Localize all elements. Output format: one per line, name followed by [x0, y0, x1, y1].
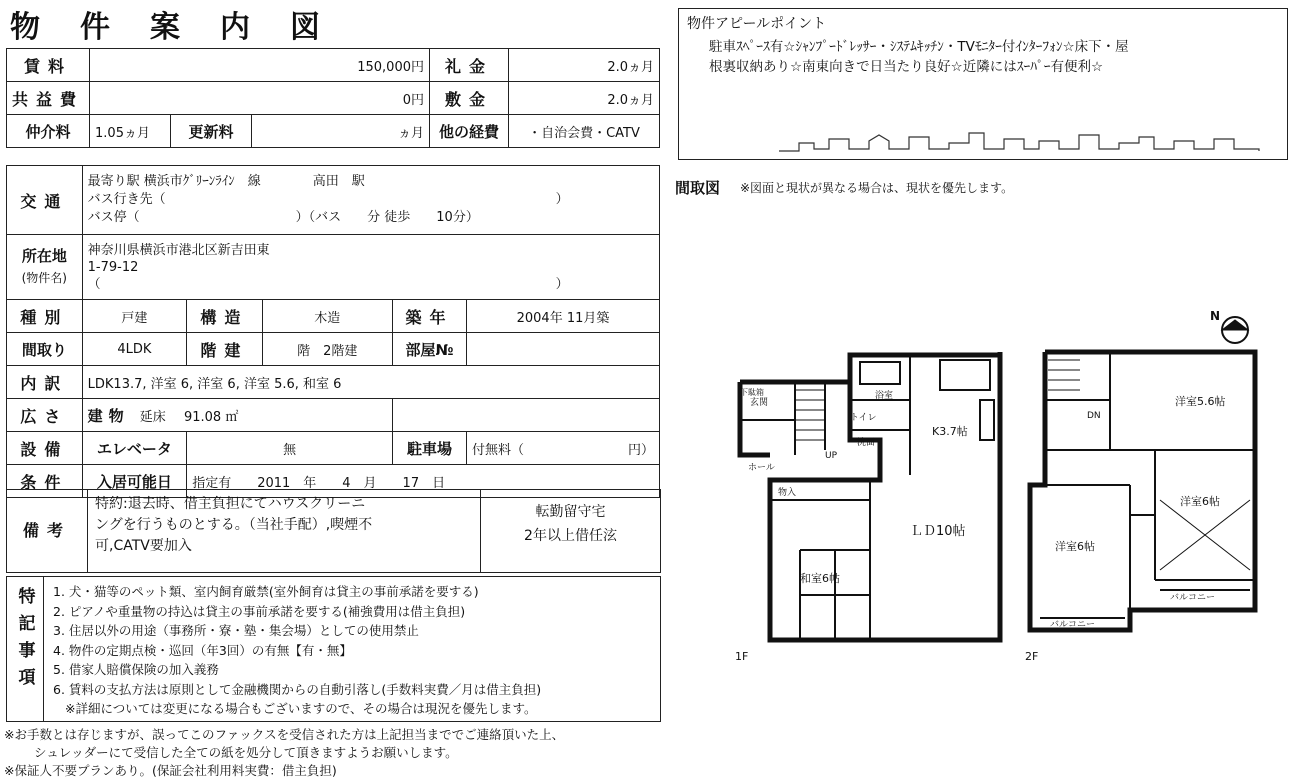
compass-icon [1222, 317, 1248, 343]
parking-value: 付無料（ 円） [466, 432, 659, 465]
notes-text [95, 494, 372, 557]
shikikin-value: 2.0ヵ月 [509, 82, 660, 115]
floorplan-note: ※図面と現状が異なる場合は、現状を優先します。 [740, 181, 1014, 195]
appeal-text [709, 37, 1129, 77]
stair-up-label: UP [825, 451, 838, 461]
room-kitchen: K3.7帖 [932, 425, 968, 438]
floorplan-drawing [700, 300, 1295, 670]
footer-line2: シュレッダーにて受信した全ての紙を処分して頂きますようお願いします。 [34, 745, 458, 760]
floors-label: 階建 [187, 333, 262, 366]
layout-label: 間取り [7, 333, 83, 366]
other-value: ・自治会費・CATV [509, 115, 660, 148]
access-label: 交通 [7, 166, 83, 235]
special-box [6, 576, 661, 722]
conditions-label: 条件 [7, 465, 83, 498]
location-label-cell [7, 235, 83, 300]
room-washitsu: 和室6帖 [800, 572, 840, 585]
location-label: 所在地 [21, 247, 67, 265]
koshin-label: 更新料 [171, 115, 252, 148]
floor2-label: 2F [1025, 650, 1039, 663]
area-empty [393, 399, 660, 432]
area-unit: ㎡ [225, 409, 239, 425]
skyline-decoration [779, 121, 1279, 153]
room-shitabako: 下駄箱 [740, 388, 764, 397]
chukai-value: 1.05ヵ月 [90, 115, 171, 148]
location-sublabel: (物件名) [21, 271, 67, 285]
location-name: （ ） [87, 276, 569, 292]
notes-side-line2: 2年以上借任泫 [524, 528, 617, 544]
special-item-4: 4. 物件の定期点検・巡回（年3回）の有無【有・無】 [53, 642, 352, 658]
special-item-2: 2. ピアノや重量物の持込は貸主の事前承諾を要する(補強費用は借主負担) [53, 603, 466, 619]
appeal-line1: 駐車ｽﾍﾟｰｽ有☆ｼｬﾝﾌﾟｰﾄﾞﾚｯｻｰ・ｼｽﾃﾑｷｯﾁﾝ・TVﾓﾆﾀｰ付ｲﾝﾀｰﾌｫﾝ☆床下・屋 [709, 39, 1129, 55]
room-storage: 物入 [778, 488, 797, 498]
structure-label: 構造 [187, 300, 262, 333]
special-label: 特記事項 [14, 587, 35, 695]
chukai-label: 仲介料 [7, 115, 90, 148]
notes-side [480, 490, 660, 572]
access-line1: 最寄り駅 横浜市ｸﾞﾘｰﾝﾗｲﾝ 線 高田 駅 [87, 174, 365, 189]
notes-line1: 特約:退去時、借主負担にてハウスクリーニ [95, 496, 366, 512]
room-hall: ホール [748, 463, 775, 473]
special-item-6: 6. 賃料の支払方法は原則として金融機関からの自動引落し(手数料実費／月は借主負担) [53, 681, 542, 697]
room-youshitsu56: 洋室5.6帖 [1175, 395, 1226, 408]
floor1-label: 1F [735, 650, 749, 663]
notes-box [6, 489, 661, 573]
stair-down-label: DN [1087, 411, 1101, 421]
koshin-value: ヵ月 [252, 115, 430, 148]
area-floor-label: 延床 [139, 409, 166, 425]
location-cell [82, 235, 659, 300]
rent-value: 150,000円 [90, 49, 430, 82]
special-list [53, 582, 541, 719]
special-item-5: 5. 借家人賠償保険の加入義務 [53, 662, 219, 677]
footer-line1: ※お手数とは存じますが、誤ってこのファックスを受信された方は上記担当まででご連絡頂いた上、 [4, 727, 565, 742]
area-cell [82, 399, 392, 432]
appeal-title: 物件アピールポイント [687, 16, 827, 32]
footer-line3: ※保証人不要プランあり。(保証会社利用料実費：借主負担) [4, 763, 337, 778]
movein-label: 入居可能日 [82, 465, 187, 498]
appeal-line2: 根裏収納あり☆南東向きで日当たり良好☆近隣にはｽｰﾊﾟｰ有便利☆ [709, 59, 1104, 75]
room-number-value [466, 333, 659, 366]
property-table [6, 165, 660, 498]
room-toilet: トイレ [850, 413, 877, 423]
room-ld: ＬＤ10帖 [910, 524, 966, 539]
floor2-outline [1030, 352, 1255, 630]
breakdown-value: LDK13.7, 洋室 6, 洋室 6, 洋室 5.6, 和室 6 [82, 366, 659, 399]
movein-value: 指定有 2011 年 4 月 17 日 [187, 465, 660, 498]
room-youshitsu6a: 洋室6帖 [1055, 540, 1095, 553]
built-value: 2004年 11月築 [466, 300, 659, 333]
notes-label: 備考 [7, 490, 88, 572]
breakdown-label: 内訳 [7, 366, 83, 399]
other-label: 他の経費 [430, 115, 509, 148]
access-line3: バス停（ ）（バス 分 徒歩 10分） [87, 210, 479, 225]
area-value: 91.08 [183, 409, 222, 425]
shikikin-label: 敷金 [430, 82, 509, 115]
layout-value: 4LDK [82, 333, 187, 366]
rent-label: 賃料 [7, 49, 90, 82]
page-title: 物件案内図 [10, 10, 360, 45]
type-label: 種別 [7, 300, 83, 333]
fee-table [6, 48, 660, 148]
balcony-2f-left: バルコニー [1050, 620, 1096, 630]
appeal-box [678, 8, 1288, 160]
special-item-3: 3. 住居以外の用途（事務所・寮・塾・集会場）としての使用禁止 [53, 623, 419, 638]
location-address1: 神奈川県横浜市港北区新吉田東 [87, 242, 270, 258]
parking-label: 駐車場 [393, 432, 467, 465]
room-genkan: 玄関 [750, 398, 769, 408]
room-senmen: 洗面 [857, 438, 876, 448]
built-label: 築年 [393, 300, 467, 333]
access-cell [82, 166, 659, 235]
footer [4, 726, 564, 780]
special-label-cell [7, 577, 44, 721]
floorplan-title: 間取図 [675, 179, 721, 197]
area-label: 広さ [7, 399, 83, 432]
equipment-label: 設備 [7, 432, 83, 465]
floors-value: 階 2階建 [262, 333, 393, 366]
elevator-label: エレベータ [82, 432, 187, 465]
room-youshitsu6b: 洋室6帖 [1180, 495, 1220, 508]
kyoeki-label: 共益費 [7, 82, 90, 115]
location-address2: 1-79-12 [87, 259, 139, 275]
structure-value: 木造 [262, 300, 393, 333]
type-value: 戸建 [82, 300, 187, 333]
reikin-label: 礼金 [430, 49, 509, 82]
compass-label: N [1210, 309, 1221, 323]
notes-line2: ングを行うものとする。（当社手配）,喫煙不 [95, 517, 373, 533]
reikin-value: 2.0ヵ月 [509, 49, 660, 82]
balcony-2f-right: バルコニー [1170, 593, 1216, 603]
special-item-note: ※詳細については変更になる場合もございますので、その場合は現況を優先します。 [65, 701, 537, 716]
notes-side-line1: 転勤留守宅 [535, 504, 606, 520]
room-number-label: 部屋№ [393, 333, 467, 366]
special-item-1: 1. 犬・猫等のペット類、室内飼育厳禁(室外飼育は貸主の事前承諾を要する) [53, 584, 479, 599]
access-line2: バス行き先（ ） [87, 192, 569, 207]
kyoeki-value: 0円 [90, 82, 430, 115]
notes-line3: 可,CATV要加入 [95, 538, 192, 554]
area-kind: 建物 [87, 406, 130, 425]
elevator-value: 無 [187, 432, 393, 465]
room-bath: 浴室 [875, 391, 894, 401]
